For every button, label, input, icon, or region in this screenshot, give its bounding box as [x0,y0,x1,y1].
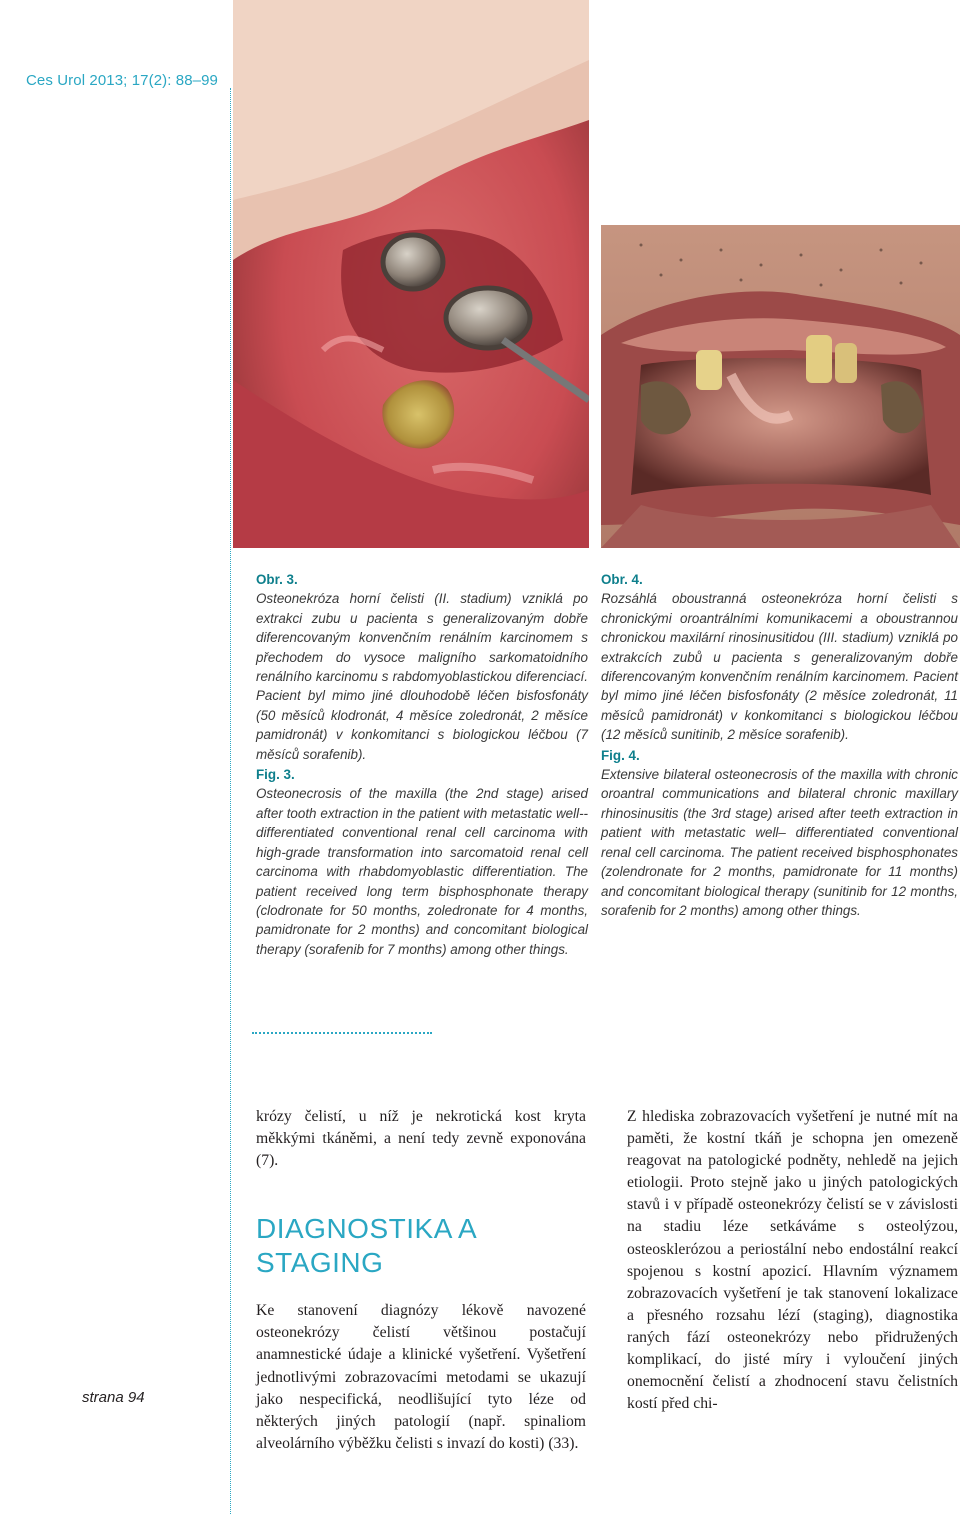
figure-4-label-cz: Obr. 4. [601,572,643,587]
figure-4-photo [601,225,960,548]
figure-3-label-cz: Obr. 3. [256,572,298,587]
figure-4-caption-cz: Rozsáhlá oboustranná osteonekróza horní čelisti s chronickými oroantrálními komunikacemi a oboustrannou chronickou maxilární rinosinusitidou (III. stadium) vzniklá po extrakcích zubů u pacienta s generalizovaným dobře diferencovaným konvenčním renálním karcinomem. Pacient byl mimo jiné léčen bisfosfonáty (2 měsíce zoledronát, 11 měsíců pamidronát) v konkomitanci s biologickou léčbou (12 měsíců sunitinib, 2 měsíce sorafenib). [601,591,958,743]
body-paragraph-right: Z hlediska zobrazovacích vyšetření je nutné mít na paměti, že kostní tkáň je schopna jen omezeně reagovat na patologické podněty, nehledě na jejich etiologii. Proto stejně jako u jiných patologických stavů i v případě osteonekrózy čelistí se v závislosti na stadiu léze setkáváme s osteolýzou, osteosklerózou a periostální nebo endostální reakcí spojenou s kostní apozicí. Hlavním významem zobrazovacích vyšetření je tak stanovení lokalizace a přesného rozsahu lézí (staging), diagnostika raných fází osteonekrózy nebo přidružených komplikací, do jisté míry i vyloučení jiných onemocnění čelistí a zhodnocení stavu čelistních kostí před chi- [627,1108,958,1413]
body-column-left [256,1106,586,1455]
journal-citation: Ces Urol 2013; 17(2): 88–99 [26,72,218,89]
figure-4-label-en: Fig. 4. [601,747,640,763]
figure-4-caption-en: Extensive bilateral osteonecrosis of the maxilla with chronic oroantral communications and bilateral chronic maxillary rhinosinusitis (the 3rd stage) arised after teeth extraction in patient with metastatic well– differentiated conventional renal cell carcinoma. The patient received bisphosphonates (zolendronate for 2 months, pamidronate for 11 months) and concomitant biological therapy (sunitinib for 12 months, sorafenib for 2 months) among other things. [601,767,958,918]
figure-3-caption-en: Osteonecrosis of the maxilla (the 2nd stage) arised after tooth extraction in the patient with metastatic well--differentiated conventional renal cell carcinoma with high-grade transformation into sarcomatoid renal cell carcinoma with rhabdomyoblastic differentiation. The patient received long term bisphosphonate therapy (clodronate for 50 months, zoledronate for 4 months, pamidronate for 2 months) and concomitant biological therapy (sorafenib for 7 months) among other things. [256,786,588,957]
figure-4-caption [601,570,958,921]
body-paragraph-left: Ke stanovení diagnózy lékově navozené osteonekrózy čelistí většinou postačují anamnestické údaje a klinické vyšetření. Vyšetření jednotlivými zobrazovacími metodami se ukazují jako nespecifická, neodlišující tyto léze od některých jiných patologií (např. spinaliom alveolárního výběžku čelisti s invazí do kosti) (33). [256,1302,586,1452]
section-heading: DIAGNOSTIKA A STAGING [256,1213,476,1279]
page-number: strana 94 [82,1389,145,1406]
dotted-divider-horizontal [252,1032,432,1034]
figure-3-photo [233,0,589,548]
figure-3-caption [256,570,588,960]
figure-3-caption-cz: Osteonekróza horní čelisti (II. stadium) vzniklá po extrakci zubu u pacienta s generalizovaným dobře diferencovaným konvenčním renálním karcinomem s přechodem do vysoce maligního sarkomatoidního renálního karcinomu s rabdomyoblastickou diferenciací. Pacient byl mimo jiné dlouhodobě léčen bisfosfonáty (50 měsíců klodronát, 4 měsíce zoledronát, 2 měsíce pamidronát) v konkomitanci s biologickou léčbou (7 měsíců sorafenib). [256,591,588,762]
dotted-divider-vertical [230,88,231,1514]
figure-3-label-en: Fig. 3. [256,767,295,783]
body-intro-paragraph: krózy čelistí, u níž je nekrotická kost kryta měkkými tkáněmi, a není tedy zevně exponována (7). [256,1108,586,1170]
body-column-right [627,1106,958,1415]
